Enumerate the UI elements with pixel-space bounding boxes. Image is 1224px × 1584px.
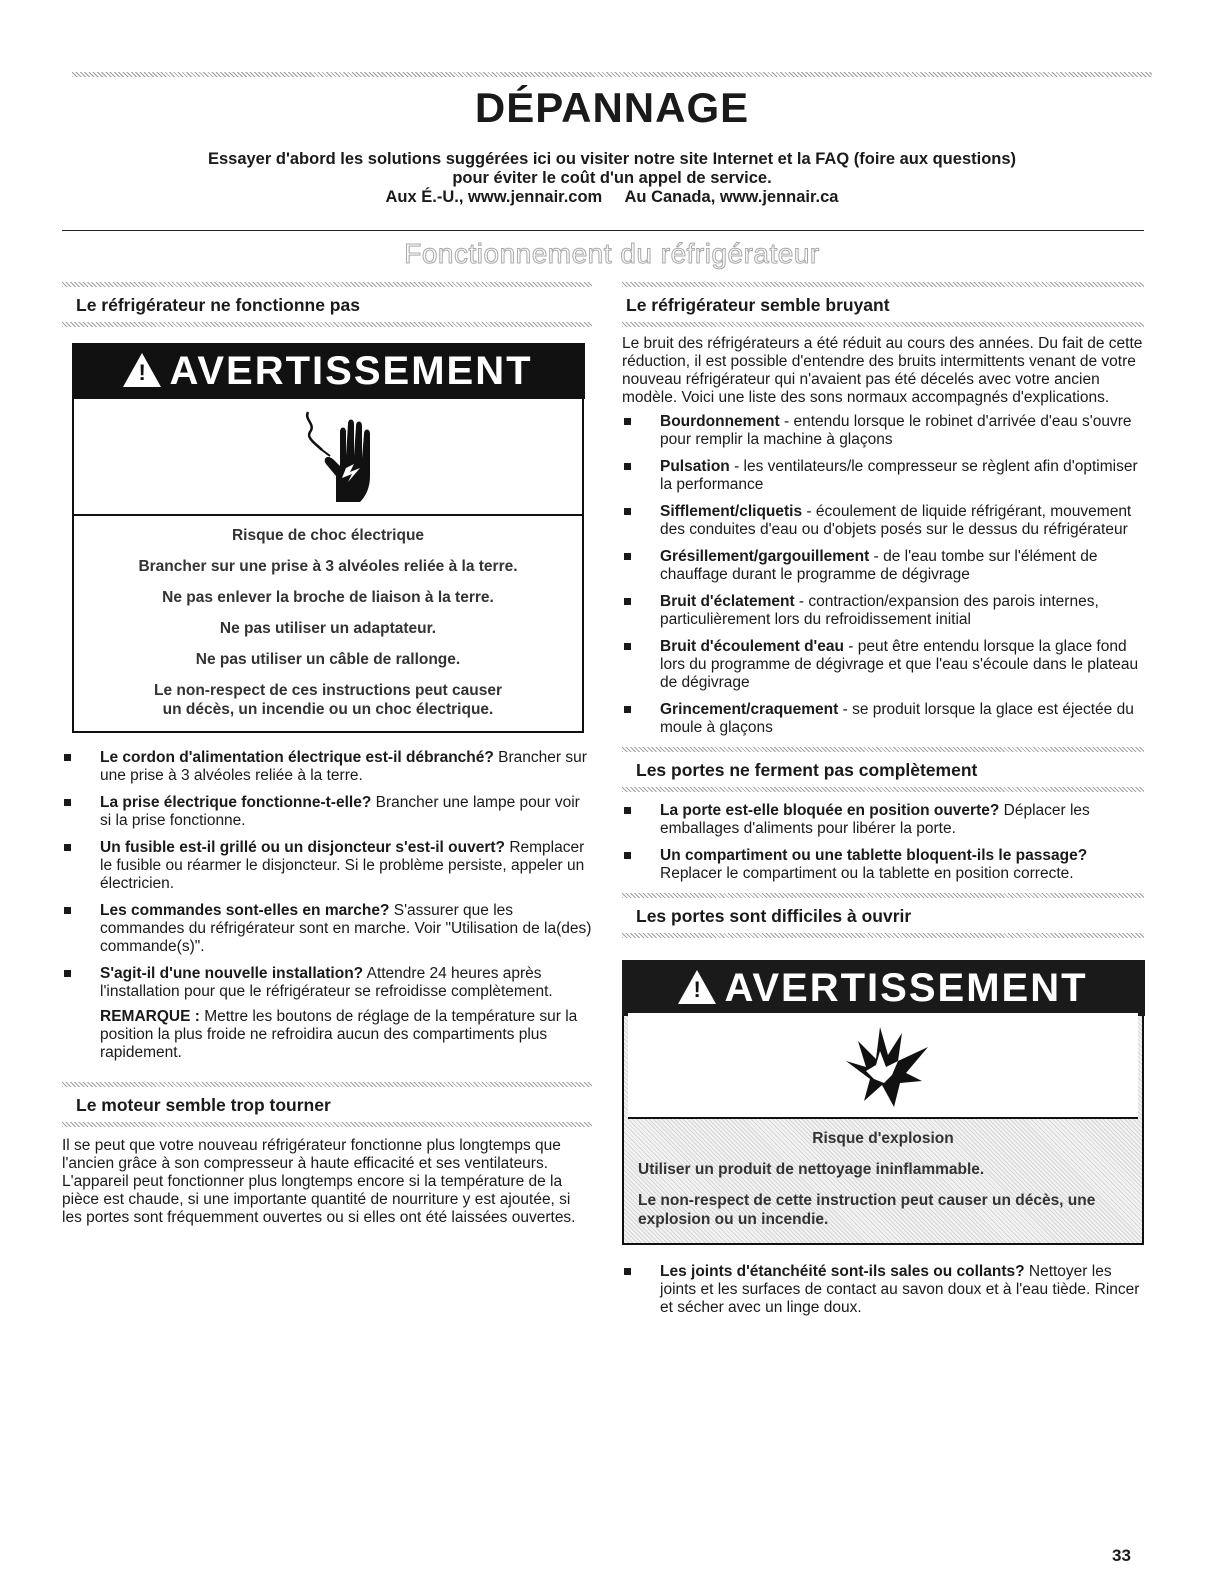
heading-doors-not-closing: Les portes ne ferment pas complètement — [636, 760, 978, 780]
warning-icon-row — [74, 396, 582, 516]
intro-text — [60, 150, 1164, 207]
list-item: Bourdonnement - entendu lorsque le robinet d'arrivée d'eau s'ouvre pour remplir la machine à glaçons — [622, 413, 1144, 449]
heading-fridge-not-working: Le réfrigérateur ne fonctionne pas — [76, 295, 360, 315]
list-item: Le cordon d'alimentation électrique est-il débranché? Brancher sur une prise à 3 alvéoles reliée à la terre. — [62, 749, 592, 785]
list-item: Bruit d'éclatement - contraction/expansion des parois internes, particulièrement lors du refroidissement initial — [622, 593, 1144, 629]
heading-doors-hard-to-open: Les portes sont difficiles à ouvrir — [636, 906, 912, 926]
note: REMARQUE : Mettre les boutons de réglage de la température sur la position la plus froide ne refroidira aucun des compartiments plus rapidement. — [100, 1008, 578, 1061]
motor-text: Il se peut que votre nouveau réfrigérateur fonctionne plus longtemps que l'ancien grâce à son compresseur à haute efficacité et ses ventilateurs. L'appareil peut fonctionner plus longtemps encore si la température de la pièce est chaude, si une importante quantité de nourriture y est ajoutée, si les portes sont fréquemment ouvertes ou si elles ont été laissées ouvertes. — [62, 1137, 576, 1226]
list-item: Grincement/craquement - se produit lorsque la glace est éjectée du moule à glaçons — [622, 701, 1144, 737]
explosion-icon — [836, 1021, 936, 1111]
warning-line: Ne pas enlever la broche de liaison à la terre. — [162, 589, 494, 606]
warning-text — [624, 1119, 1142, 1243]
top-rule — [72, 72, 1152, 77]
page-title: DÉPANNAGE — [474, 84, 750, 131]
noisy-intro: Le bruit des réfrigérateurs a été réduit au cours des années. Du fait de cette réduction, il est possible d'entendre des bruits intermittents venant de votre nouveau réfrigérateur qui n'avaient pas été décelés avec votre ancien modèle. Voici une liste des sons normaux accompagnés d'explications. — [622, 335, 1143, 406]
warning-text — [74, 516, 582, 731]
list-item: Les commandes sont-elles en marche? S'assurer que les commandes du réfrigérateur sont en marche. Voir "Utilisation de la(des) commande(s)". — [62, 902, 592, 956]
warning-line: Ne pas utiliser un câble de rallonge. — [195, 651, 461, 668]
left-column — [62, 282, 592, 1227]
seal-list — [622, 1263, 1144, 1317]
warning-risk: Risque d'explosion — [812, 1130, 954, 1147]
warning-box-explosion — [622, 960, 1144, 1245]
warning-line: Ne pas utiliser un adaptateur. — [219, 620, 437, 637]
warning-triangle-icon: ! — [678, 970, 716, 1004]
warning-triangle-icon: ! — [123, 353, 161, 387]
intro-line: Essayer d'abord les solutions suggérées ici ou visiter notre site Internet et la FAQ (foire aux questions) — [207, 150, 1017, 168]
warning-line: Brancher sur une prise à 3 alvéoles reliée à la terre. — [138, 558, 518, 575]
list-item: Un compartiment ou une tablette bloquent-ils le passage? Replacer le compartiment ou la tablette en position correcte. — [622, 847, 1144, 883]
section-title: Fonctionnement du réfrigérateur — [404, 238, 820, 269]
right-column — [622, 282, 1144, 1326]
warning-box-electric — [72, 343, 584, 733]
subsection-heading — [622, 893, 1144, 938]
troubleshoot-list — [62, 749, 592, 1001]
list-item: Les joints d'étanchéité sont-ils sales ou collants? Nettoyer les joints et les surfaces de contact au savon doux et à l'eau tiède. Rincer et sécher avec un linge doux. — [622, 1263, 1144, 1317]
warning-risk: Risque de choc électrique — [231, 527, 425, 544]
list-item: Grésillement/gargouillement - de l'eau tombe sur l'élément de chauffage durant le programme de dégivrage — [622, 548, 1144, 584]
warning-banner: ! AVERTISSEMENT — [72, 343, 585, 399]
subsection-heading — [62, 282, 592, 327]
noise-list — [622, 413, 1144, 737]
list-item: Un fusible est-il grillé ou un disjoncteur s'est-il ouvert? Remplacer le fusible ou réarmer le disjoncteur. Si le problème persiste, appeler un électricien. — [62, 839, 592, 893]
subsection-heading — [62, 1082, 592, 1127]
list-item: Sifflement/cliquetis - écoulement de liquide réfrigérant, mouvement des conduites d'eau ou d'objets posés sur le dessus du réfrigérateur — [622, 503, 1144, 539]
list-item: Pulsation - les ventilateurs/le compresseur se règlent afin d'optimiser la performance — [622, 458, 1144, 494]
electric-shock-icon — [302, 406, 382, 506]
list-item: La prise électrique fonctionne-t-elle? Brancher une lampe pour voir si la prise fonctionne. — [62, 794, 592, 830]
warning-line: Le non-respect de cette instruction peut causer un décès, une explosion ou un incendie. — [638, 1192, 1096, 1228]
warning-line: Le non-respect de ces instructions peut causer un décès, un incendie ou un choc électrique. — [154, 682, 502, 718]
subsection-heading — [622, 282, 1144, 327]
section-divider — [62, 230, 1144, 231]
list-item: La porte est-elle bloquée en position ouverte? Déplacer les emballages d'aliments pour libérer la porte. — [622, 802, 1144, 838]
warning-line: Utiliser un produit de nettoyage ininflammable. — [638, 1161, 985, 1178]
doors-list — [622, 802, 1144, 883]
subsection-heading — [622, 747, 1144, 792]
intro-line: Aux É.-U., www.jennair.com Au Canada, www.jennair.ca — [385, 188, 839, 206]
list-item: S'agit-il d'une nouvelle installation? Attendre 24 heures après l'installation pour que le réfrigérateur se refroidisse complètement. — [62, 965, 592, 1001]
heading-noisy: Le réfrigérateur semble bruyant — [626, 295, 890, 315]
warning-banner: ! AVERTISSEMENT — [622, 960, 1145, 1016]
warning-icon-row — [628, 1013, 1138, 1119]
page-number: 33 — [1112, 1546, 1131, 1565]
list-item: Bruit d'écoulement d'eau - peut être entendu lorsque la glace fond lors du programme de dégivrage et que l'eau s'écoule dans le plateau de dégivrage — [622, 638, 1144, 692]
heading-motor: Le moteur semble trop tourner — [76, 1095, 331, 1115]
intro-line: pour éviter le coût d'un appel de service. — [452, 169, 772, 187]
